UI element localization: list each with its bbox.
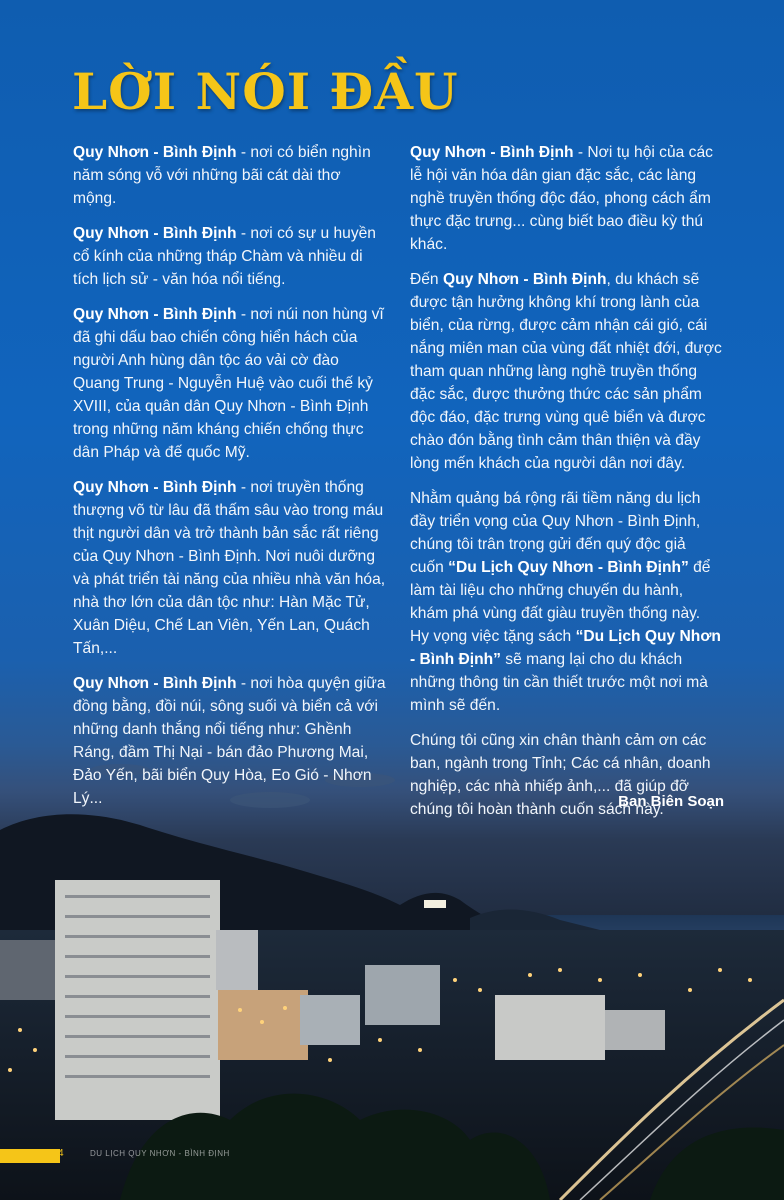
highlight-text: Quy Nhơn - Bình Định (73, 675, 237, 692)
paragraph-text: - Nơi tụ hội của các lễ hội văn hóa dân gian đặc sắc, các làng nghề truyền thống độc đáo, phong cách ẩm thực đặc trưng... cùng biết bao điều kỳ thú khác. (410, 144, 713, 253)
paragraph (73, 141, 386, 210)
paragraph-text: - nơi hòa quyện giữa đồng bằng, đồi núi, sông suối và biển cả với những danh thắng nổi tiếng như: Ghềnh Ráng, đầm Thị Nại - bán đảo Phương Mai, Đảo Yến, bãi biển Quy Hòa, Eo Gió - Nhơn Lý... (73, 675, 386, 807)
highlight-text: Quy Nhơn - Bình Định (442, 271, 607, 288)
paragraph-text: sẽ mang lại cho du khách những thông tin cần thiết trước một nơi mà mình sẽ đến. (410, 651, 708, 714)
book-title: “Du Lịch Quy Nhơn - Bình Định” (448, 559, 689, 576)
book-title: “Du Lịch Quy Nhơn - Bình Định” (410, 628, 721, 668)
signature: Ban Biên Soạn (618, 793, 724, 810)
paragraph-text: - nơi núi non hùng vĩ đã ghi dấu bao chiến công hiển hách của người Anh hùng dân tộc áo vải cờ đào Quang Trung - Nguyễn Huệ vào cuối thế kỷ XVIII, của quân dân Quy Nhơn - Bình Định trong những năm kháng chiến chống thực dân Pháp và đế quốc Mỹ. (73, 306, 384, 461)
paragraph-text: - nơi có sự u huyền cổ kính của những tháp Chàm và nhiều di tích lịch sử - văn hóa nổi tiếng. (73, 225, 376, 288)
running-title: DU LỊCH QUY NHƠN - BÌNH ĐỊNH (90, 1149, 230, 1158)
right-column (410, 141, 723, 833)
highlight-text: Quy Nhơn - Bình Định (73, 479, 237, 496)
paragraph-text: , du khách sẽ được tận hưởng không khí trong lành của biển, của rừng, được cảm nhận cái gió, cái nắng miên man của vùng đất nhiệt đới, được tham quan những làng nghề truyền thống đặc sắc, được thưởng thức các sản phẩm độc đáo, đặc trưng vùng quê biển và được chào đón bằng tình cảm thân thiện và đầy lòng mến khách của người dân nơi đây. (410, 271, 722, 472)
page-number: 4 (58, 1148, 64, 1159)
highlight-text: Quy Nhơn - Bình Định (73, 225, 237, 242)
footer-accent-bar (0, 1149, 60, 1163)
paragraph (73, 222, 386, 291)
paragraph (410, 487, 723, 717)
paragraph (73, 476, 386, 660)
paragraph-text: Chúng tôi cũng xin chân thành cảm ơn các ban, ngành trong Tỉnh; Các cá nhân, doanh nghiệp, các nhà nhiếp ảnh,... đã giúp đỡ chúng tôi hoàn thành cuốn sách này. (410, 732, 711, 818)
highlight-text: Quy Nhơn - Bình Định (73, 306, 237, 323)
paragraph-text: để làm tài liệu cho những chuyến du hành, khám phá vùng đất giàu truyền thống này. Hy vọng việc tặng sách (410, 559, 711, 645)
highlight-text: Quy Nhơn - Bình Định (410, 144, 574, 161)
paragraph (73, 672, 386, 810)
paragraph-text: Nhằm quảng bá rộng rãi tiềm năng du lịch đầy triển vọng của Quy Nhơn - Bình Định, chúng tôi trân trọng gửi đến quý độc giả cuốn (410, 490, 701, 576)
paragraph-text: Đến (410, 271, 443, 288)
left-column (73, 141, 386, 822)
paragraph (410, 141, 723, 256)
paragraph-text: - nơi có biển nghìn năm sóng vỗ với những bãi cát dài thơ mộng. (73, 144, 371, 207)
paragraph (410, 268, 723, 475)
highlight-text: Quy Nhơn - Bình Định (73, 144, 237, 161)
paragraph (73, 303, 386, 464)
page-title: LỜI NÓI ĐẦU (72, 62, 459, 121)
paragraph-text: - nơi truyền thống thượng võ từ lâu đã thấm sâu vào trong máu thịt người dân và trở thành bản sắc rất riêng của Quy Nhơn - Bình Định. Nơi nuôi dưỡng và phát triển tài năng của nhiều nhà văn hóa, nhà thơ lớn của dân tộc như: Hàn Mặc Tử, Xuân Diệu, Chế Lan Viên, Yến Lan, Quách Tấn,... (73, 479, 386, 657)
